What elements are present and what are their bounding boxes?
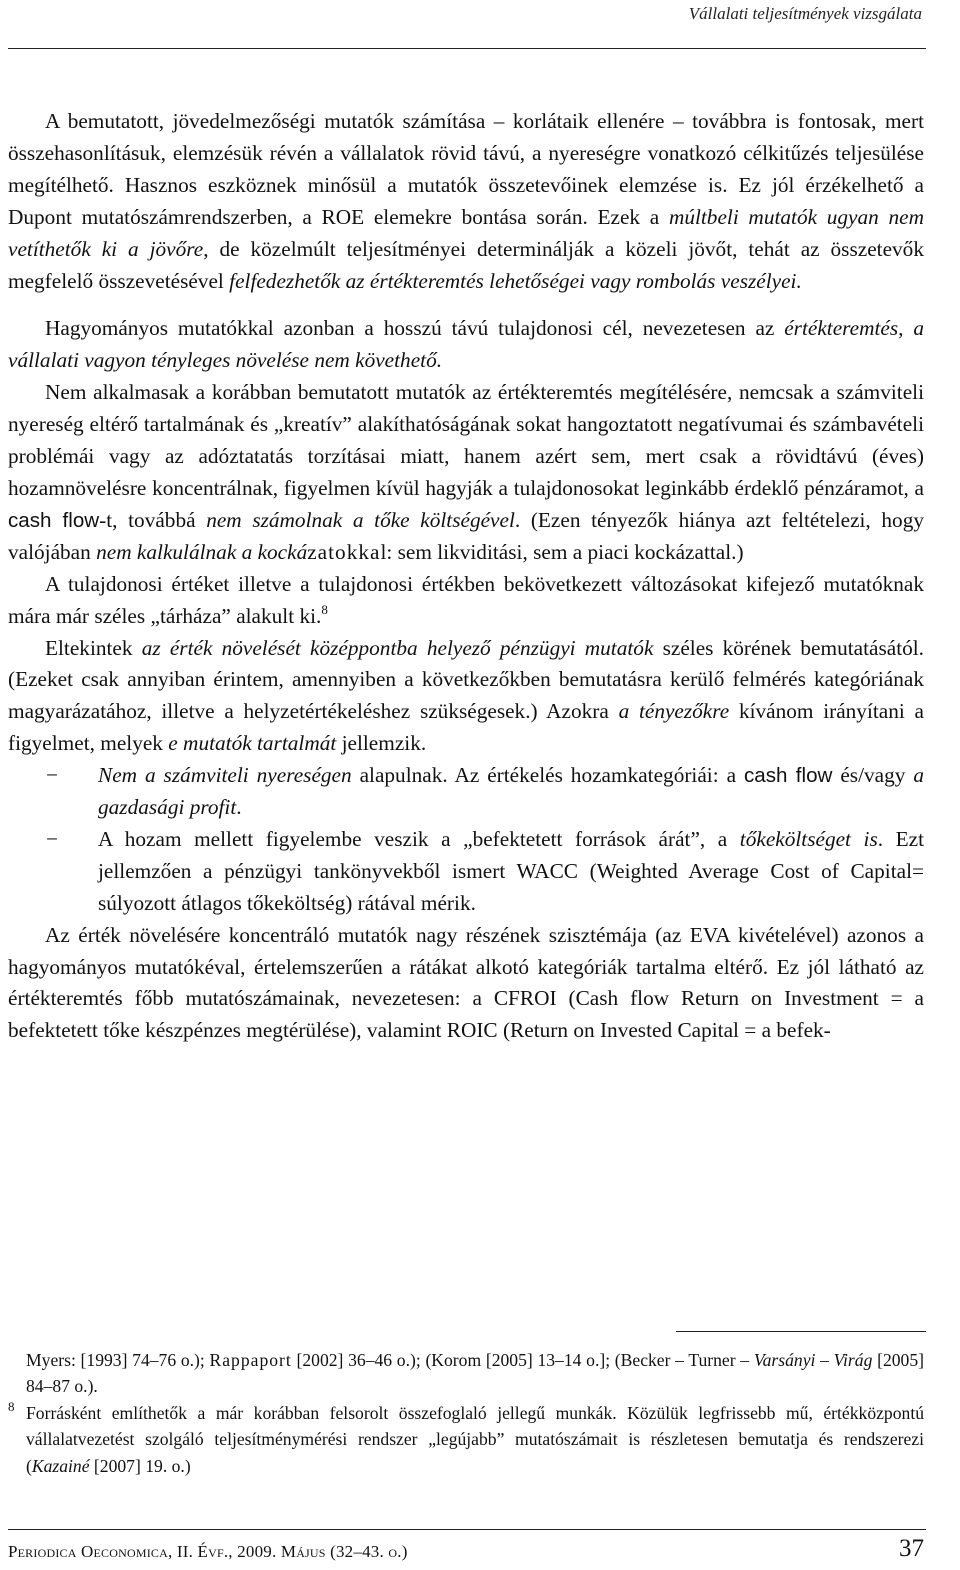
p1-italic-1: múltbeli mutatók ugyan nem vetíthetők ki a jövőre: [8, 204, 924, 261]
paragraph-4: [8, 569, 924, 633]
p2-italic: értékteremtés, a vállalati vagyon tényleges növelése nem követhető.: [8, 316, 925, 373]
fn7-text-e: [2005] 84–87 o.).: [26, 1350, 924, 1397]
paragraph-1: [8, 106, 924, 297]
footnote-7-continued: [8, 1347, 924, 1400]
item1-text-b: alapulnak. Az értékelés hozamkategóriái: a: [351, 763, 744, 788]
fn7-italic: Varsányi – Virág: [753, 1350, 873, 1370]
p1-italic-2: felfedezhetők az értékteremtés lehetőségei vagy rombolás veszélyei.: [229, 268, 802, 293]
p5-text: Eltekintek: [45, 635, 142, 660]
footnote-rule: [676, 1331, 926, 1332]
journal-citation: Periodica Oeconomica, II. Évf., 2009. Május (32–43. o.): [8, 1542, 408, 1561]
footnotes: [8, 1347, 924, 1479]
p3-cashflow: cash flow: [8, 508, 100, 532]
running-head-title: Vállalati teljesítmények vizsgálata: [688, 4, 922, 23]
p5-text-e: kívánom irányítani a figyelmet, melyek: [8, 699, 924, 756]
item1-italic-2: a gazdasági profit: [98, 763, 924, 820]
list-item: [8, 760, 924, 824]
feature-list: [8, 760, 924, 920]
p2-text: Hagyományos mutatókkal azonban a hosszú távú tulajdonosi cél, nevezetesen az: [45, 316, 785, 341]
header-rule: [8, 48, 926, 49]
p5-text-c: széles körének bemutatásától. (Ezeket csak annyiban érintem, amennyiben a következőkben bemutatásra kerülő felmérés kategóriának magyarázatához, illetve a helyzetértékeléshez szükségesek.) Azokra: [8, 635, 925, 724]
p3-italic-1: nem számolnak a tőke költségével: [206, 507, 515, 532]
item1-text-f: .: [236, 795, 242, 820]
p5-text-g: jellemzik.: [336, 731, 427, 756]
fn8-italic: Kazainé: [31, 1455, 90, 1476]
footnote-ref-8: 8: [321, 601, 328, 617]
item2-italic: tőkeköltséget is: [739, 826, 878, 851]
main-text: [8, 106, 924, 1047]
item2-text-c: . Ezt jellemzően a pénzügyi tankönyvekből ismert WACC (Weighted Average Cost of Capital= súlyozott átlagos tőkeköltség) rátával mérik.: [98, 826, 924, 915]
p3-italic-2: nem kalkulálnak a kocká: [96, 539, 308, 564]
footnote-8-mark: 8: [8, 1398, 15, 1414]
p3-text-g: zatokka: [307, 539, 381, 564]
paragraph-3: [8, 377, 924, 568]
page-number: 37: [899, 1535, 924, 1562]
item1-cashflow: cash flow: [743, 764, 833, 788]
paragraph-2: [8, 313, 924, 377]
p3-text: Nem alkalmasak a korábban bemutatott mutatók az értékteremtés megítélésére, nemcsak a számviteli nyereség eltérő tartalmának és „kreatív” alakíthatóságának sokat hangoztatott negatívumai és számbavételi problémái vagy az adóztatatás torzításai miatt, hanem azért sem, mert csak a rövidtávú (éves) hozamnövelésre koncentrálnak, figyelmen kívül hagyják a tulajdonosokat leginkább érdeklő pénzáramot, a: [8, 380, 924, 500]
p5-italic-2: a tényezőkre: [618, 699, 730, 724]
p1-text-b: Ezek a: [587, 204, 669, 229]
list-item: [8, 824, 924, 920]
p1-text-d: , de közelmúlt teljesítményei determinálják a közeli jövőt, tehát az összetevők megfelelő összevetésével: [8, 236, 924, 293]
p4-text: A tulajdonosi értéket illetve a tulajdonosi értékben bekövetkezett változásokat kifejező mutatóknak mára már széles „tárháza” alakult ki.: [8, 571, 924, 628]
p5-italic-1: az érték növelését középpontba helyező pénzügyi mutatók: [141, 635, 654, 660]
footer-rule: [8, 1529, 926, 1530]
paragraph-5: [8, 633, 924, 761]
fn7-text-b: Rappaport: [209, 1350, 292, 1370]
p3-text-c: -t, továbbá: [99, 507, 207, 532]
footnote-8: [8, 1400, 924, 1479]
fn8-text: Forrásként említhetők a már korábban felsorolt összefoglaló jellegű munkák. Közülük legfrissebb mű, értékközpontú vállalatvezetést szolgáló teljesítménymérési rendszer „legújabb” mutatószámait is részletesen bemutatja és rendszerezi (: [26, 1402, 924, 1476]
p3-text-e: . (Ezen tényezők hiánya azt feltételezi, hogy valójában: [8, 507, 924, 564]
dash-bullet: −: [46, 826, 59, 851]
p1-text: A bemutatott, jövedelmezőségi mutatók számítása – korlátaik ellenére – továbbra is fontosak, mert összehasonlításuk, elemzésük révén a vállalatok rövid távú, a nyereségre vonatkozó célkitűzés teljesülése megítélhető. Hasznos eszköznek minősül a mutatók összetevőinek elemzése is. Ez jól érzékelhető a Dupont mutatószámrendszerben, a ROE elemekre bontása során.: [8, 109, 924, 229]
fn8-text-c: [2007] 19. o.): [89, 1455, 191, 1476]
item2-text: A hozam mellett figyelembe veszik a „befektetett források árát”, a: [98, 826, 740, 851]
item1-italic-1: Nem a számviteli nyereségen: [98, 763, 352, 788]
fn7-text-c: [2002] 36–46 o.); (Korom [2005] 13–14 o.]; (Becker – Turner –: [291, 1350, 754, 1370]
fn7-text: Myers: [1993] 74–76 o.);: [26, 1350, 210, 1370]
paragraph-6: Az érték növelésére koncentráló mutatók nagy részének szisztémája (az EVA kivételével) azonos a hagyományos mutatókéval, értelemszerűen a rátákat alkotó kategóriák tartalma eltérő. Ez jól látható az értékteremtés főbb mutatószámainak, nevezetesen: a CFROI (Cash flow Return on Investment = a befektetett tőke készpénzes megtérülése), valamint ROIC (Return on Invested Capital = a befek-: [8, 922, 924, 1043]
p5-italic-3: e mutatók tartalmát: [168, 731, 337, 756]
p3-text-h: l: sem likviditási, sem a piaci kockázattal.): [380, 539, 744, 564]
item1-text-d: és/vagy: [832, 763, 914, 788]
dash-bullet: −: [46, 763, 59, 788]
